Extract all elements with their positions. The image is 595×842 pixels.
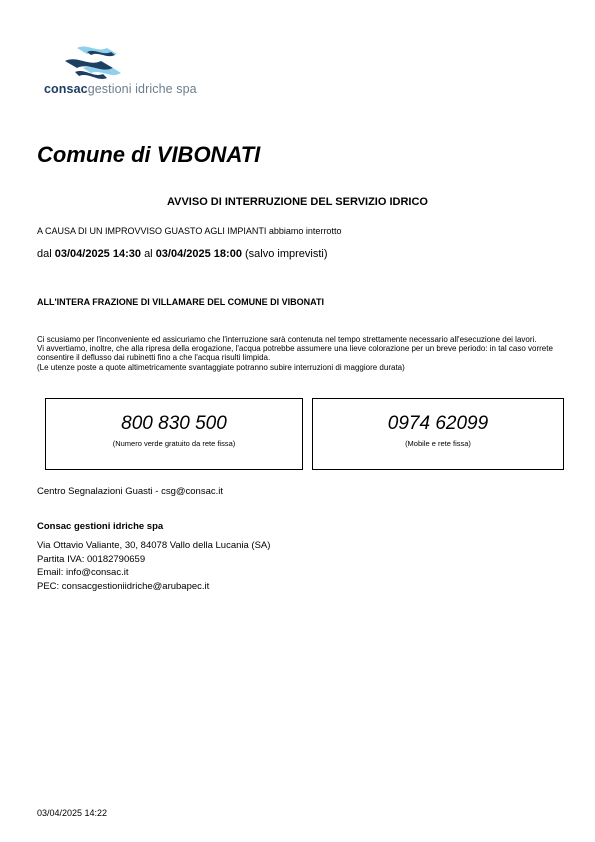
period-to: 03/04/2025 18:00 — [155, 248, 242, 260]
cause-caps: A CAUSA DI UN IMPROVVISO GUASTO AGLI IMPIANTI — [37, 226, 267, 236]
period-note: (salvo imprevisti) — [245, 248, 328, 260]
period-from-label: dal — [37, 248, 52, 260]
footer-date: 03/04/2025 14:22 — [37, 808, 108, 818]
phone-number[interactable]: 0974 62099 — [387, 413, 489, 434]
cause-line — [37, 226, 341, 236]
phone-description: (Numero verde gratuito da rete fissa) — [112, 439, 236, 448]
page-title: Comune di VIBONATI — [37, 142, 261, 167]
company-details — [37, 539, 270, 594]
cause-rest: abbiamo interrotto — [268, 226, 342, 236]
paragraph: (Le utenze poste a quote altimetricamente svantaggiate potranno subire interruzioni di maggiore durata) — [37, 362, 405, 372]
company-email[interactable]: Email: info@consac.it — [37, 567, 129, 579]
period-to-label: al — [144, 248, 153, 260]
company-pec[interactable]: PEC: consacgestioniidriche@arubapec.it — [37, 581, 210, 593]
logo-brand-light: gestioni idriche spa — [87, 82, 197, 96]
phone-description: (Mobile e rete fissa) — [405, 439, 471, 448]
affected-area: ALL'INTERA FRAZIONE DI VILLAMARE DEL COMUNE DI VIBONATI — [37, 297, 324, 307]
phone-number[interactable]: 800 830 500 — [121, 413, 227, 434]
notice-heading: AVVISO DI INTERRUZIONE DEL SERVIZIO IDRICO — [167, 196, 428, 208]
water-waves-icon — [59, 44, 129, 82]
paragraph: Vi avvertiamo, inoltre, che alla ripresa della erogazione, l'acqua potrebbe assumere una lieve colorazione per un breve periodo: in tal caso vorrete consentire il deflusso dai rubinetti fino a che l'acqua risulti limpida. — [37, 344, 553, 363]
logo-text — [44, 82, 197, 96]
notice-body — [37, 335, 562, 372]
paragraph: Ci scusiamo per l'inconveniente ed assicuriamo che l'interruzione sarà contenuta nel tempo strettamente necessario all'esecuzione dei lavori. — [37, 335, 537, 344]
company-name: Consac gestioni idriche spa — [37, 521, 164, 532]
company-logo — [44, 44, 224, 104]
contact-box-toll-free — [45, 398, 303, 470]
company-vat: Partita IVA: 00182790659 — [37, 553, 146, 565]
period-from: 03/04/2025 14:30 — [54, 248, 141, 260]
logo-brand-bold: consac — [44, 82, 88, 96]
company-address: Via Ottavio Valiante, 30, 84078 Vallo della Lucania (SA) — [37, 540, 271, 551]
fault-center-line: Centro Segnalazioni Guasti - csg@consac.it — [37, 486, 224, 497]
contact-box-mobile — [312, 398, 564, 470]
period-line — [37, 248, 328, 260]
